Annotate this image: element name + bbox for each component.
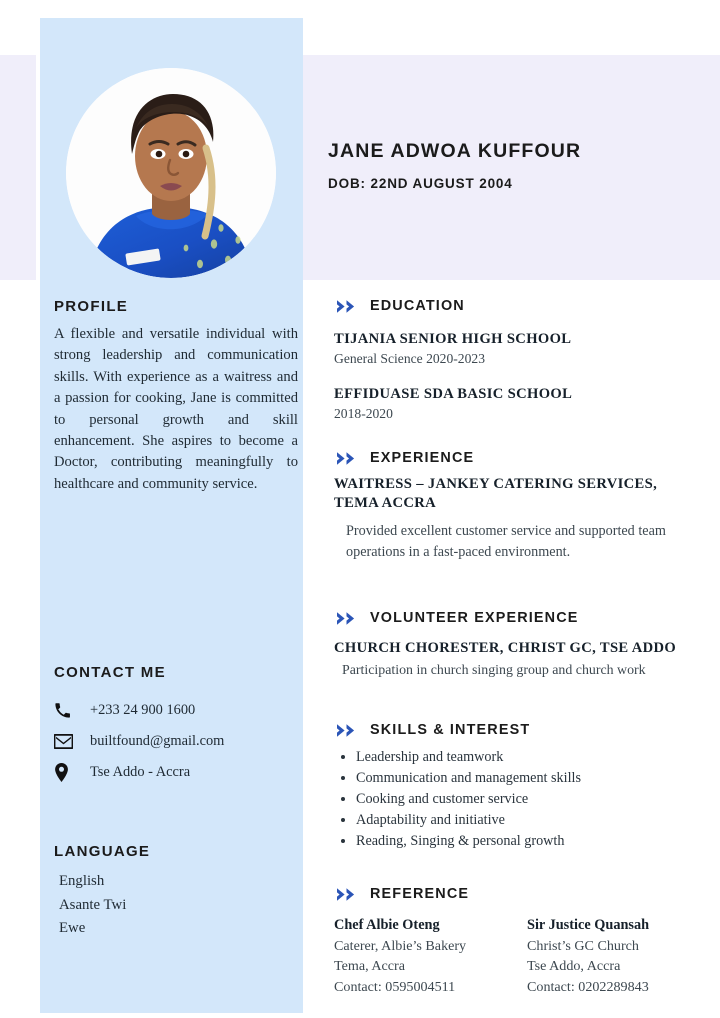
education-heading: EDUCATION (370, 298, 465, 314)
education-school: EFFIDUASE SDA BASIC SCHOOL (334, 386, 573, 402)
location-pin-icon (54, 763, 84, 782)
language-heading: LANGUAGE (54, 843, 151, 860)
experience-entry (334, 475, 704, 563)
volunteer-description: Participation in church singing group and church work (342, 663, 646, 678)
chevron-double-right-icon (337, 299, 359, 314)
reference-header (337, 886, 704, 902)
experience-header (337, 450, 704, 466)
reference-name: Chef Albie Oteng (334, 917, 440, 933)
education-detail: 2018-2020 (334, 406, 393, 421)
list-item: • Leadership and teamwork (356, 747, 704, 768)
date-of-birth: DOB: 22ND AUGUST 2004 (328, 176, 513, 191)
chevron-double-right-icon (337, 611, 359, 626)
avatar (66, 68, 276, 278)
phone-icon (54, 702, 84, 719)
reference-card (334, 915, 510, 997)
volunteer-header (337, 610, 704, 626)
volunteer-section (334, 610, 704, 681)
education-section (334, 298, 704, 423)
reference-list (334, 915, 704, 997)
experience-heading: EXPERIENCE (370, 450, 475, 466)
reference-role: Caterer, Albie’s Bakery (334, 937, 467, 954)
list-item: Ewe (59, 920, 86, 936)
experience-description: Provided excellent customer service and supported team operations in a fast-paced environment. (346, 523, 666, 560)
skills-section (334, 722, 704, 852)
list-item: Asante Twi (59, 896, 127, 913)
list-item: • Reading, Singing & personal growth (356, 831, 704, 852)
education-detail: General Science 2020-2023 (334, 351, 485, 366)
page-title: JANE ADWOA KUFFOUR (328, 140, 582, 162)
skills-header (337, 722, 704, 738)
contact-list (54, 695, 300, 787)
contact-row-phone (54, 695, 300, 725)
contact-row-location (54, 757, 300, 787)
profile-text: A flexible and versatile individual with strong leadership and communication skills. With experience as a waitress and a passion for cooking, Jane is committed to personal growth and skill enhancement. She aspires to become a Doctor, contributing meaningfully to healthcare and community service. (54, 326, 298, 492)
envelope-icon (54, 734, 84, 749)
volunteer-heading: VOLUNTEER EXPERIENCE (370, 610, 579, 626)
list-item: • Adaptability and initiative (356, 810, 704, 831)
chevron-double-right-icon (337, 887, 359, 902)
skills-heading: SKILLS & INTEREST (370, 722, 531, 738)
phone-number: +233 24 900 1600 (90, 701, 196, 718)
email-address: builtfound@gmail.com (90, 732, 225, 749)
list-item: • Cooking and customer service (356, 789, 704, 810)
reference-role: Christ’s GC Church (527, 937, 639, 954)
profile-section (54, 298, 300, 495)
reference-location: Tema, Accra (334, 958, 406, 974)
reference-name: Sir Justice Quansah (527, 917, 650, 933)
profile-heading: PROFILE (54, 298, 129, 315)
skills-list (334, 747, 704, 852)
contact-row-email (54, 726, 300, 756)
list-item: • Communication and management skills (356, 768, 704, 789)
list-item: English (59, 873, 105, 889)
chevron-double-right-icon (337, 723, 359, 738)
portrait-photo (66, 68, 276, 278)
location-text: Tse Addo - Accra (90, 763, 191, 780)
header-identity (328, 140, 698, 191)
chevron-double-right-icon (337, 451, 359, 466)
language-list (54, 870, 300, 941)
volunteer-entry (334, 639, 704, 681)
decorative-band-left (0, 55, 36, 280)
education-entry (334, 330, 704, 368)
reference-card (527, 915, 703, 997)
contact-section (54, 664, 300, 788)
reference-contact: Contact: 0595004511 (334, 978, 456, 995)
experience-section (334, 450, 704, 563)
education-entry (334, 385, 704, 423)
reference-contact: Contact: 0202289843 (527, 978, 649, 995)
reference-heading: REFERENCE (370, 886, 470, 902)
education-school: TIJANIA SENIOR HIGH SCHOOL (334, 331, 572, 347)
language-section (54, 843, 300, 941)
reference-location: Tse Addo, Accra (527, 958, 621, 974)
education-header (337, 298, 704, 314)
volunteer-role: CHURCH CHORESTER, CHRIST GC, TSE ADDO (334, 640, 677, 656)
experience-role: WAITRESS – JANKEY CATERING SERVICES, TEMA ACCRA (334, 476, 658, 511)
reference-section (334, 886, 704, 997)
contact-heading: CONTACT ME (54, 664, 166, 681)
